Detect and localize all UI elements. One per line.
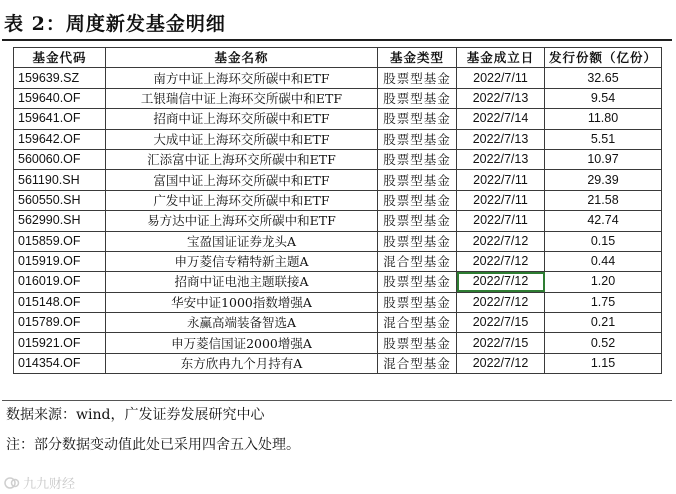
cell-fund-name[interactable]: 工银瑞信中证上海环交所碳中和ETF bbox=[106, 88, 378, 108]
cell-inception-date[interactable]: 2022/7/12 bbox=[457, 292, 545, 312]
table-row bbox=[14, 333, 662, 353]
cell-inception-date[interactable]: 2022/7/11 bbox=[457, 190, 545, 210]
table-row bbox=[14, 190, 662, 210]
cell-fund-type[interactable]: 股票型基金 bbox=[378, 333, 457, 353]
cell-issue-size[interactable]: 32.65 bbox=[545, 68, 662, 88]
cell-issue-size[interactable]: 0.52 bbox=[545, 333, 662, 353]
cell-fund-code[interactable]: 015148.OF bbox=[14, 292, 106, 312]
watermark-text: 九九财经 bbox=[23, 477, 76, 492]
cell-fund-name[interactable]: 大成中证上海环交所碳中和ETF bbox=[106, 129, 378, 149]
table-header-row bbox=[14, 48, 662, 68]
table-row bbox=[14, 211, 662, 231]
cell-fund-code[interactable]: 015921.OF bbox=[14, 333, 106, 353]
cell-fund-name[interactable]: 永赢高端装备智选A bbox=[106, 313, 378, 333]
cell-inception-date[interactable]: 2022/7/12 bbox=[457, 272, 545, 292]
header-fund-code: 基金代码 bbox=[14, 48, 106, 68]
cell-inception-date[interactable]: 2022/7/11 bbox=[457, 211, 545, 231]
cell-inception-date[interactable]: 2022/7/12 bbox=[457, 353, 545, 373]
cell-fund-code[interactable]: 014354.OF bbox=[14, 353, 106, 373]
cell-fund-name[interactable]: 申万菱信专精特新主题A bbox=[106, 251, 378, 271]
data-source: 数据来源：wind，广发证券发展研究中心 bbox=[6, 407, 265, 423]
cell-fund-type[interactable]: 混合型基金 bbox=[378, 251, 457, 271]
table-row bbox=[14, 68, 662, 88]
cell-issue-size[interactable]: 29.39 bbox=[545, 170, 662, 190]
cell-issue-size[interactable]: 9.54 bbox=[545, 88, 662, 108]
cell-fund-code[interactable]: 015919.OF bbox=[14, 251, 106, 271]
cell-fund-type[interactable]: 股票型基金 bbox=[378, 149, 457, 169]
footer-divider bbox=[2, 400, 672, 401]
cell-fund-type[interactable]: 混合型基金 bbox=[378, 353, 457, 373]
cell-fund-code[interactable]: 159641.OF bbox=[14, 109, 106, 129]
cell-fund-name[interactable]: 招商中证电池主题联接A bbox=[106, 272, 378, 292]
cell-fund-code[interactable]: 159639.SZ bbox=[14, 68, 106, 88]
table-row bbox=[14, 129, 662, 149]
table-row bbox=[14, 109, 662, 129]
cell-fund-type[interactable]: 股票型基金 bbox=[378, 211, 457, 231]
title-divider bbox=[2, 39, 672, 41]
cell-fund-name[interactable]: 汇添富中证上海环交所碳中和ETF bbox=[106, 149, 378, 169]
cell-issue-size[interactable]: 0.44 bbox=[545, 251, 662, 271]
cell-inception-date[interactable]: 2022/7/15 bbox=[457, 313, 545, 333]
table-row bbox=[14, 231, 662, 251]
table-row bbox=[14, 272, 662, 292]
cell-fund-type[interactable]: 股票型基金 bbox=[378, 129, 457, 149]
cell-fund-name[interactable]: 富国中证上海环交所碳中和ETF bbox=[106, 170, 378, 190]
cell-issue-size[interactable]: 0.21 bbox=[545, 313, 662, 333]
cell-inception-date[interactable]: 2022/7/13 bbox=[457, 129, 545, 149]
cell-fund-type[interactable]: 股票型基金 bbox=[378, 109, 457, 129]
cell-fund-name[interactable]: 广发中证上海环交所碳中和ETF bbox=[106, 190, 378, 210]
cell-fund-code[interactable]: 015859.OF bbox=[14, 231, 106, 251]
cell-fund-code[interactable]: 159642.OF bbox=[14, 129, 106, 149]
cell-fund-type[interactable]: 股票型基金 bbox=[378, 170, 457, 190]
cell-fund-type[interactable]: 股票型基金 bbox=[378, 272, 457, 292]
table-row bbox=[14, 251, 662, 271]
header-inception-date: 基金成立日 bbox=[457, 48, 545, 68]
cell-fund-code[interactable]: 560060.OF bbox=[14, 149, 106, 169]
cell-issue-size[interactable]: 42.74 bbox=[545, 211, 662, 231]
cell-inception-date[interactable]: 2022/7/11 bbox=[457, 170, 545, 190]
cell-issue-size[interactable]: 5.51 bbox=[545, 129, 662, 149]
cell-fund-name[interactable]: 南方中证上海环交所碳中和ETF bbox=[106, 68, 378, 88]
cell-fund-code[interactable]: 562990.SH bbox=[14, 211, 106, 231]
cell-fund-type[interactable]: 股票型基金 bbox=[378, 292, 457, 312]
table-row bbox=[14, 149, 662, 169]
cell-fund-type[interactable]: 股票型基金 bbox=[378, 68, 457, 88]
cell-fund-type[interactable]: 股票型基金 bbox=[378, 190, 457, 210]
cell-issue-size[interactable]: 1.20 bbox=[545, 272, 662, 292]
cell-fund-type[interactable]: 股票型基金 bbox=[378, 88, 457, 108]
cell-issue-size[interactable]: 11.80 bbox=[545, 109, 662, 129]
cell-issue-size[interactable]: 10.97 bbox=[545, 149, 662, 169]
cell-issue-size[interactable]: 1.15 bbox=[545, 353, 662, 373]
cell-fund-code[interactable]: 015789.OF bbox=[14, 313, 106, 333]
table-row bbox=[14, 353, 662, 373]
cell-fund-code[interactable]: 159640.OF bbox=[14, 88, 106, 108]
cell-inception-date[interactable]: 2022/7/12 bbox=[457, 231, 545, 251]
cell-inception-date[interactable]: 2022/7/15 bbox=[457, 333, 545, 353]
cell-fund-type[interactable]: 混合型基金 bbox=[378, 313, 457, 333]
table-row bbox=[14, 170, 662, 190]
cell-fund-name[interactable]: 招商中证上海环交所碳中和ETF bbox=[106, 109, 378, 129]
cell-fund-name[interactable]: 易方达中证上海环交所碳中和ETF bbox=[106, 211, 378, 231]
cell-fund-name[interactable]: 申万菱信国证2000增强A bbox=[106, 333, 378, 353]
cell-fund-code[interactable]: 016019.OF bbox=[14, 272, 106, 292]
table-row bbox=[14, 313, 662, 333]
cell-inception-date[interactable]: 2022/7/12 bbox=[457, 251, 545, 271]
table-row bbox=[14, 88, 662, 108]
cell-fund-name[interactable]: 东方欣冉九个月持有A bbox=[106, 353, 378, 373]
watermark-logo-icon bbox=[4, 476, 20, 490]
header-issue-size: 发行份额（亿份） bbox=[545, 48, 662, 68]
cell-inception-date[interactable]: 2022/7/13 bbox=[457, 88, 545, 108]
fund-table bbox=[13, 47, 662, 374]
cell-fund-code[interactable]: 561190.SH bbox=[14, 170, 106, 190]
cell-inception-date[interactable]: 2022/7/14 bbox=[457, 109, 545, 129]
cell-fund-name[interactable]: 华安中证1000指数增强A bbox=[106, 292, 378, 312]
cell-fund-name[interactable]: 宝盈国证证券龙头A bbox=[106, 231, 378, 251]
cell-inception-date[interactable]: 2022/7/13 bbox=[457, 149, 545, 169]
cell-fund-code[interactable]: 560550.SH bbox=[14, 190, 106, 210]
footnote: 注：部分数据变动值此处已采用四舍五入处理。 bbox=[6, 437, 300, 453]
watermark bbox=[4, 473, 75, 492]
cell-issue-size[interactable]: 0.15 bbox=[545, 231, 662, 251]
header-fund-type: 基金类型 bbox=[378, 48, 457, 68]
table-row bbox=[14, 292, 662, 312]
cell-issue-size[interactable]: 21.58 bbox=[545, 190, 662, 210]
header-fund-name: 基金名称 bbox=[106, 48, 378, 68]
cell-issue-size[interactable]: 1.75 bbox=[545, 292, 662, 312]
cell-fund-type[interactable]: 股票型基金 bbox=[378, 231, 457, 251]
cell-inception-date[interactable]: 2022/7/11 bbox=[457, 68, 545, 88]
table-title: 表 2：周度新发基金明细 bbox=[4, 13, 226, 35]
